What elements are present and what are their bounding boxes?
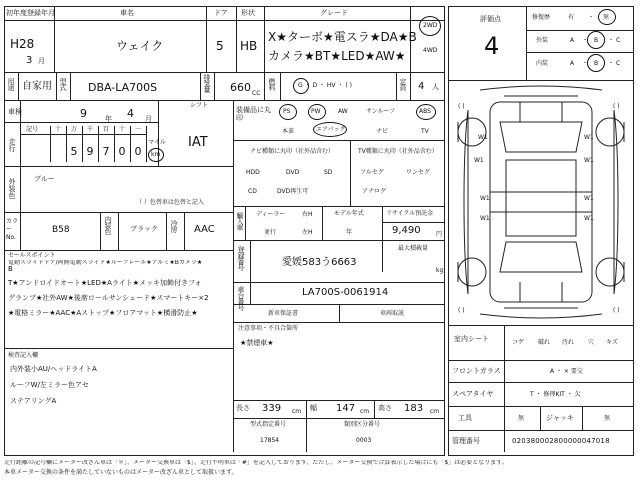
odo-place-3: 百 bbox=[102, 126, 109, 133]
inspection-label: 車検 bbox=[8, 108, 22, 116]
model-year: 年 bbox=[346, 229, 353, 236]
door-label: ドア bbox=[214, 9, 228, 17]
repair-label: 修復歴 bbox=[532, 14, 551, 21]
plate-label: 登録番号 bbox=[237, 246, 245, 270]
color-no: B58 bbox=[52, 225, 70, 235]
length-unit: cm bbox=[292, 408, 302, 415]
diagram-mark-3: ( ) bbox=[458, 307, 465, 314]
sheet-yabure: 破れ bbox=[538, 339, 551, 346]
footer-line1: 走行距離の記号欄にメーター改ざん車は「＊」、メーター交換車は「$」、走行不明車は「#」を記入しております。ただし、メーター交換で合算表示した場合にも「$」は必要となります。 bbox=[4, 460, 508, 466]
int-c: C bbox=[616, 60, 621, 67]
recycle-yen: 円 bbox=[436, 231, 443, 238]
navi-dvd-play: DVD再生可 bbox=[277, 188, 309, 195]
sales-line1: T★アンドロイドオート★LED★Aライト★メッキ加飾付きフォ bbox=[8, 279, 202, 287]
int-a: A bbox=[570, 60, 575, 67]
ext-b: B bbox=[594, 37, 599, 44]
repair-no: 無 bbox=[603, 14, 610, 21]
score-label: 評価点 bbox=[480, 15, 501, 23]
type-no-label: 型式指定番号 bbox=[250, 421, 287, 428]
height-value: 183 bbox=[404, 403, 424, 414]
interior-grade-label: 内装 bbox=[536, 60, 549, 67]
class-no: 0003 bbox=[356, 437, 372, 444]
navi-dvd: DVD bbox=[286, 169, 300, 176]
odo-place-0: 十 bbox=[54, 126, 61, 133]
odo-digit-5: 0 bbox=[134, 145, 142, 158]
color-no-label: カラーNo. bbox=[6, 218, 19, 241]
fuel-options: G ・ D ・ HV ・ ( ) bbox=[298, 82, 352, 89]
exterior-label: 外装色 bbox=[8, 178, 16, 199]
navi-hdd: HDD bbox=[246, 169, 260, 176]
odo-place-2: 千 bbox=[86, 126, 93, 133]
shift-value: IAT bbox=[188, 135, 208, 150]
manual-label: 車両取説 bbox=[380, 310, 405, 317]
repair-dot: ・ bbox=[588, 14, 595, 21]
plate-value: 愛媛583う6663 bbox=[282, 257, 357, 268]
equip-navi: ナビ bbox=[376, 128, 389, 135]
capacity-label: 定員 bbox=[399, 78, 407, 90]
grade-line1: X★ターボ★電スラ★DA★B bbox=[268, 30, 417, 44]
inner-sheet-label: 室内シート bbox=[454, 335, 489, 343]
sales-line3: ★電格ミラー★AAC★Aストップ★フロアマット★横滑防止★ bbox=[8, 309, 198, 317]
car-name: ウェイク bbox=[116, 39, 164, 53]
repair-yes: 有 bbox=[568, 14, 575, 21]
sales-line0: 電動スライドドア/両側電動スライド★ルーフレール★アルミ★Bカメラ★ bbox=[8, 260, 203, 266]
shift-label: シフト bbox=[190, 102, 209, 109]
tv-title: TV種類に丸印（社外品含む） bbox=[358, 148, 438, 155]
ac-label: 冷房 bbox=[170, 220, 178, 232]
jack-label: ジャッキ bbox=[546, 414, 574, 422]
sales-line2: グランプ★社外AW★後席ロールサンシェード★スマートキー×2 bbox=[8, 294, 209, 302]
odo-digit-3: 7 bbox=[102, 145, 110, 158]
diagram-mark-2: ( ) bbox=[613, 103, 620, 110]
ext-c: C bbox=[616, 37, 621, 44]
equip-abs: ABS bbox=[419, 108, 431, 115]
model-value: DBA-LA700S bbox=[88, 81, 158, 94]
note-label: 注意事項・不具合箇所 bbox=[238, 325, 299, 332]
grade-label: グレード bbox=[320, 9, 348, 17]
first-reg-era: H28 bbox=[10, 37, 35, 51]
exterior-note: （ ）色替車は色替と記入 bbox=[136, 199, 204, 206]
height-label: 高さ bbox=[378, 404, 392, 412]
odo-unit-km: km bbox=[151, 151, 161, 158]
car-diagram bbox=[450, 82, 632, 322]
cc-unit: CC bbox=[252, 90, 261, 97]
equip-sunroof: サンルーフ bbox=[366, 108, 396, 115]
capacity-value: 4 bbox=[418, 81, 425, 92]
model-label: 型式 bbox=[59, 78, 67, 90]
odo-digit-2: 9 bbox=[86, 145, 94, 158]
tv-fullseg: フルセグ bbox=[360, 169, 384, 176]
import-label: 輸入車 bbox=[236, 212, 244, 230]
car-name-label: 車名 bbox=[120, 9, 134, 17]
warranty-label: 新車保証書 bbox=[268, 310, 299, 317]
inspection-month-unit: 月 bbox=[145, 115, 152, 123]
import-right: 右H bbox=[302, 211, 313, 218]
first-reg-month-unit: 月 bbox=[38, 57, 45, 65]
odo-digit-4: 0 bbox=[118, 145, 126, 158]
shape-label: 形状 bbox=[241, 9, 255, 17]
diagram-w1-1: W1 bbox=[478, 134, 488, 141]
glass-label: フロントガラス bbox=[452, 367, 501, 375]
shape: HB bbox=[240, 39, 258, 53]
diagram-w1-5: W1 bbox=[480, 195, 490, 202]
equip-tv: TV bbox=[421, 128, 429, 135]
odo-digit-1: 5 bbox=[70, 145, 78, 158]
model-year-label: モデル年式 bbox=[334, 210, 364, 217]
glass-opts: A ・ × 要交 bbox=[550, 368, 583, 375]
mgmt-value: 020380002800000047018 bbox=[512, 437, 610, 445]
displacement-label: 排気量 bbox=[203, 74, 211, 92]
use-label: 用途 bbox=[7, 78, 15, 90]
drive-2wd: 2WD bbox=[423, 22, 438, 29]
ext-a: A bbox=[570, 37, 575, 44]
diagram-mark-4: ( ) bbox=[613, 307, 620, 314]
vin-label: 車台番号 bbox=[237, 286, 245, 310]
first-reg-label: 初年度登録年月 bbox=[6, 9, 55, 17]
class-no-label: 類別区分番号 bbox=[344, 421, 381, 428]
note-value: ★禁煙車★ bbox=[240, 339, 274, 347]
mgmt-label: 管理番号 bbox=[452, 437, 480, 445]
navi-sd: SD bbox=[324, 169, 333, 176]
sheet-kizu: キズ bbox=[606, 339, 618, 346]
tv-oneseg: ワンセグ bbox=[406, 169, 431, 176]
length-value: 339 bbox=[262, 403, 282, 414]
odo-unit-mile: マイル bbox=[148, 139, 166, 146]
width-unit: cm bbox=[360, 408, 370, 415]
sales-line0b: B bbox=[8, 265, 13, 273]
import-dealer: ディーラー bbox=[256, 211, 286, 218]
inspection-month: 4 bbox=[127, 107, 134, 120]
first-reg-month: 3 bbox=[26, 55, 33, 66]
inspection-year: 9 bbox=[80, 107, 87, 120]
equip-leather: 本革 bbox=[282, 128, 295, 135]
length-label: 長さ bbox=[236, 404, 250, 412]
ac-value: AAC bbox=[194, 224, 215, 235]
inspector-line1: 内外装小AU/ヘッドライトA bbox=[10, 365, 97, 373]
exterior-value: ブルー bbox=[34, 175, 55, 183]
odometer-label: 走行 bbox=[8, 138, 16, 152]
width-label: 幅 bbox=[310, 404, 317, 412]
interior-color-label: 内装色 bbox=[104, 216, 112, 234]
inspection-year-unit: 年 bbox=[105, 115, 112, 123]
sheet-koge: コゲ bbox=[512, 339, 525, 346]
grade-line2: カメラ★BT★LED★AW★ bbox=[268, 49, 406, 63]
equip-ps: PS bbox=[283, 108, 291, 115]
tools-label: 工具 bbox=[458, 414, 472, 422]
inspector-line3: ステアリングA bbox=[10, 397, 57, 405]
import-parallel: 並行 bbox=[264, 229, 277, 236]
spare-label: スペアタイヤ bbox=[452, 390, 494, 398]
height-unit: cm bbox=[430, 408, 440, 415]
load-label: 最大積載量 bbox=[398, 245, 429, 252]
diagram-w1-7: W1 bbox=[480, 215, 490, 222]
fuel-label: 燃料 bbox=[268, 78, 276, 90]
recycle-value: 9,490 bbox=[392, 225, 421, 236]
drive-4wd: 4WD bbox=[423, 47, 438, 54]
tv-analog: アナログ bbox=[362, 188, 387, 195]
capacity-unit: 人 bbox=[432, 83, 439, 91]
tools-value: 無 bbox=[518, 415, 525, 422]
score-value: 4 bbox=[484, 32, 500, 60]
diagram-w1-4: W1 bbox=[584, 157, 594, 164]
type-no: 17854 bbox=[260, 437, 280, 444]
int-b: B bbox=[594, 60, 599, 67]
diagram-w1-2: W1 bbox=[584, 134, 594, 141]
sheet-yogore: 汚れ bbox=[562, 339, 575, 346]
diagram-w1-3: W1 bbox=[474, 157, 484, 164]
vin-value: LA700S-0061914 bbox=[302, 287, 389, 298]
footer-line2: 本車メーター交換の条件を満たしていないものはメーター改ざん車として取扱います。 bbox=[4, 469, 238, 476]
navi-title: ナビ種類に丸印（社外品含む） bbox=[250, 148, 335, 155]
recycle-label: リサイクル預託金 bbox=[386, 210, 434, 217]
jack-value: 無 bbox=[604, 415, 611, 422]
int-dot1: ・ bbox=[582, 60, 589, 67]
use-value: 自家用 bbox=[22, 81, 52, 92]
int-dot2: ・ bbox=[608, 60, 615, 67]
exterior-grade-label: 外装 bbox=[536, 37, 549, 44]
ext-dot2: ・ bbox=[608, 37, 615, 44]
odo-place-1: 万 bbox=[70, 126, 77, 133]
spare-opts: T ・ 修理KIT ・ 欠 bbox=[530, 391, 581, 398]
inspector-line2: ルーフW/左ミラー色アセ bbox=[10, 381, 89, 389]
odometer-note-label: 記号 bbox=[26, 126, 39, 133]
diagram-w1-6: W1 bbox=[584, 195, 594, 202]
import-left: 左H bbox=[302, 229, 313, 236]
diagram-w1-8: W1 bbox=[584, 215, 594, 222]
equipment-label: 装備品に丸印 bbox=[236, 106, 271, 123]
sheet-ana: 穴 bbox=[588, 339, 595, 346]
diagram-mark-1: ( ) bbox=[458, 103, 465, 110]
equip-aw: AW bbox=[338, 108, 348, 115]
inspector-label: 検査記入欄 bbox=[8, 352, 39, 359]
navi-cd: CD bbox=[248, 188, 257, 195]
sales-point-label: セールスポイント bbox=[8, 252, 56, 259]
equip-pw: PW bbox=[311, 108, 321, 115]
equip-airbag: エアバック bbox=[316, 126, 346, 133]
interior-color: ブラック bbox=[130, 225, 158, 233]
odo-place-4: 十 bbox=[118, 126, 125, 133]
load-kg: kg bbox=[436, 267, 444, 274]
displacement-value: 660 bbox=[230, 81, 251, 94]
odo-place-5: 一 bbox=[134, 126, 141, 133]
ext-dot1: ・ bbox=[582, 37, 589, 44]
width-value: 147 bbox=[336, 403, 356, 414]
doors: 5 bbox=[216, 39, 224, 53]
